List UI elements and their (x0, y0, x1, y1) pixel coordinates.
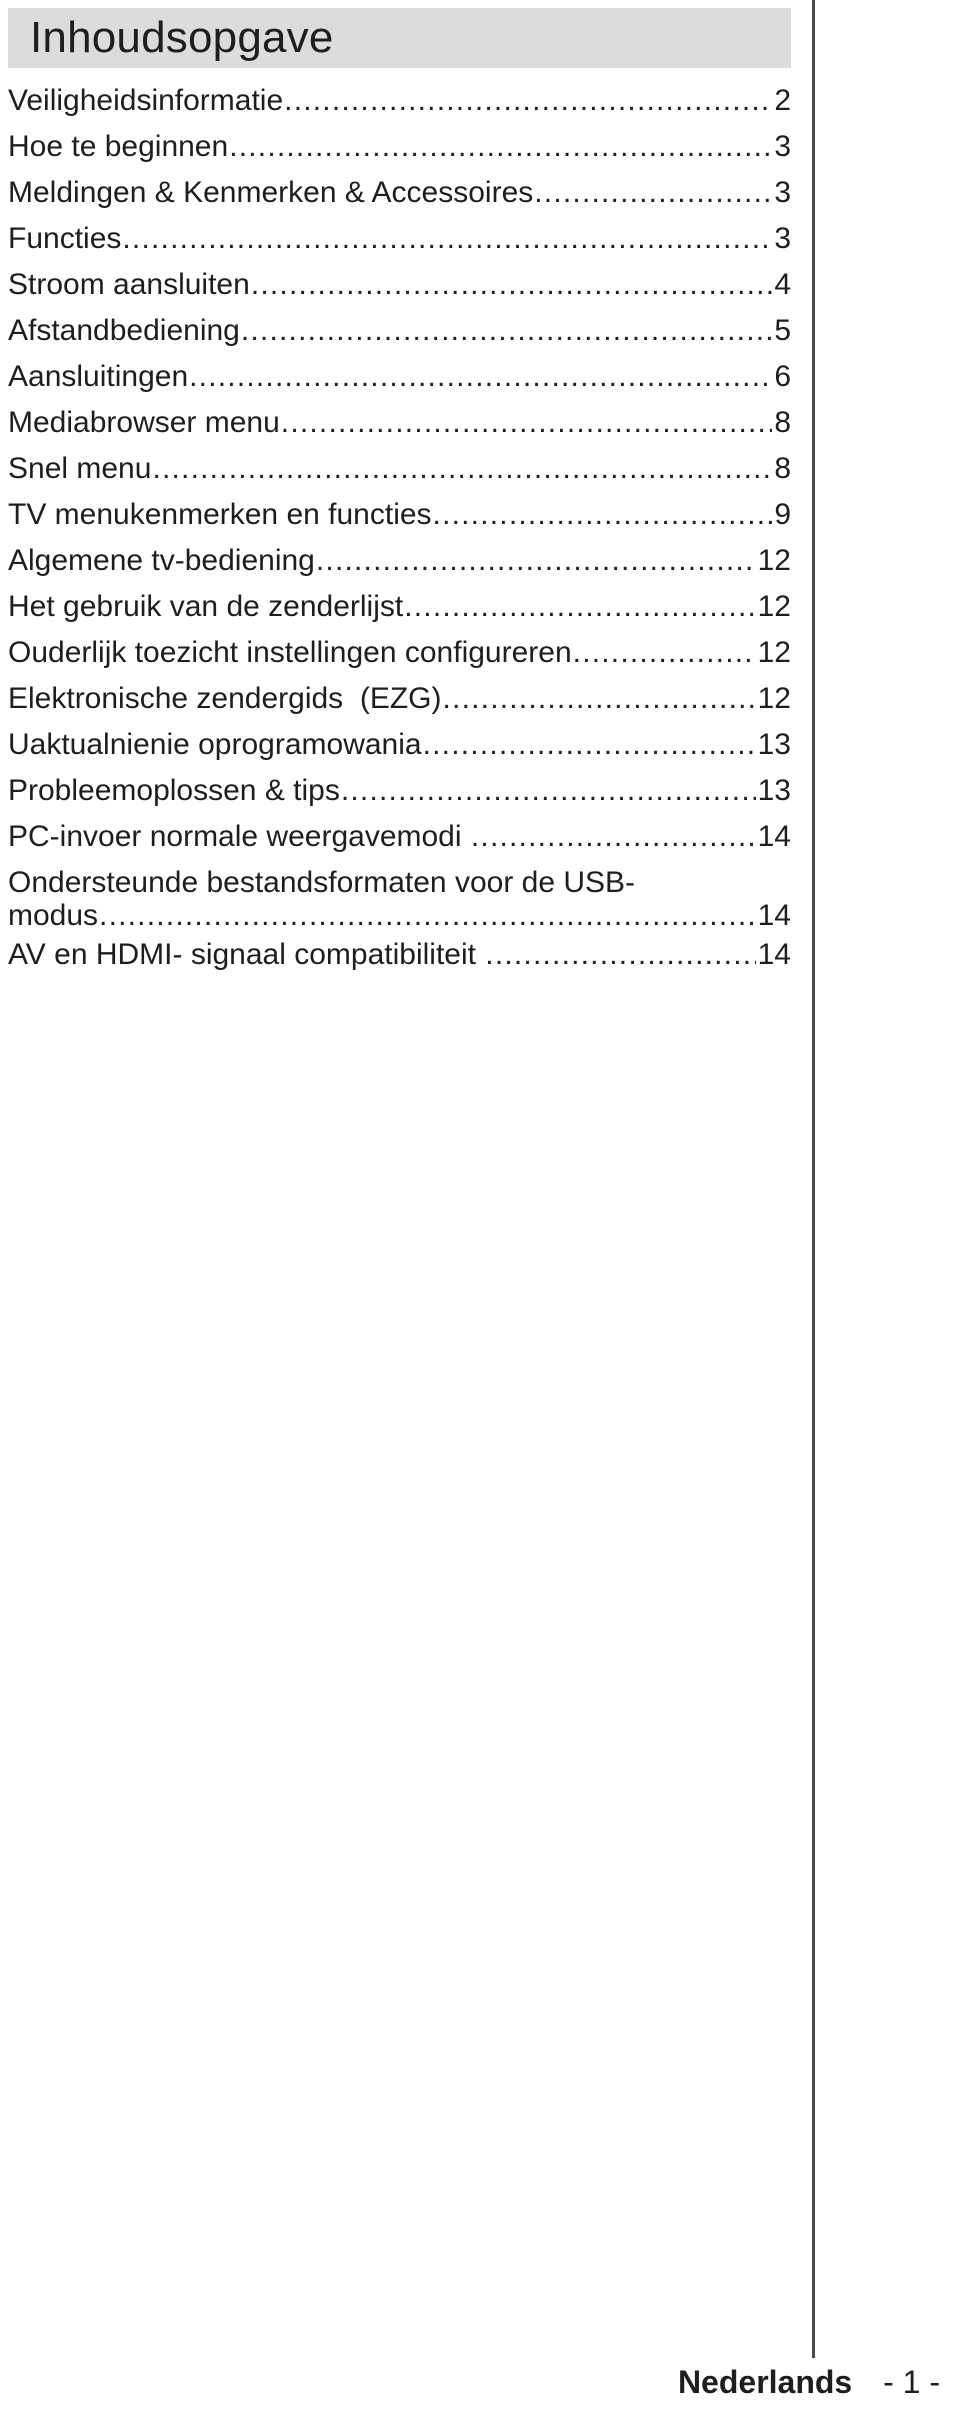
toc-entry-av-hdmi-compatibiliteit[interactable] (8, 932, 791, 978)
toc-leader-dots (284, 78, 772, 124)
toc-entry-meldingen[interactable] (8, 170, 791, 216)
toc-entry-label: AV en HDMI- signaal compatibiliteit (8, 938, 485, 971)
toc-entry-page: 9 (774, 498, 791, 531)
toc-entry-page: 12 (757, 636, 791, 669)
toc-entry-snel-menu[interactable] (8, 446, 791, 492)
toc-entry-page: 3 (774, 130, 791, 163)
toc-leader-dots (189, 354, 772, 400)
toc-leader-dots (229, 124, 772, 170)
toc-entry-functies[interactable] (8, 216, 791, 262)
toc-entry-line2 (8, 900, 791, 932)
toc-entry-page: 6 (774, 360, 791, 393)
toc-entry-label: Afstandbediening (8, 314, 240, 347)
page-footer (678, 2362, 940, 2402)
toc-entry-label: Aansluitingen (8, 360, 189, 393)
toc-entry-hoe-te-beginnen[interactable] (8, 124, 791, 170)
toc-entry-page: 4 (774, 268, 791, 301)
toc-leader-dots (251, 262, 773, 308)
column-divider (812, 0, 815, 2358)
toc-entry-page: 13 (757, 728, 791, 761)
toc-leader-dots (573, 630, 756, 676)
toc-entry-label: TV menukenmerken en functies (8, 498, 432, 531)
toc-entry-label: Hoe te beginnen (8, 130, 229, 163)
toc-entry-elektronische-zendergids[interactable] (8, 676, 791, 722)
toc-entry-label: Mediabrowser menu (8, 406, 280, 439)
toc-entry-uaktualnienie-oprogramowania[interactable] (8, 722, 791, 768)
toc-entry-label: Algemene tv-bediening (8, 544, 315, 577)
toc-entry-page: 8 (774, 452, 791, 485)
toc-entry-zenderlijst[interactable] (8, 584, 791, 630)
toc-entry-algemene-tv-bediening[interactable] (8, 538, 791, 584)
toc-entry-label: Functies (8, 222, 122, 255)
footer-language: Nederlands (677, 2364, 853, 2400)
toc-entry-page: 2 (774, 84, 791, 117)
toc-entry-label-line1: Ondersteunde bestandsformaten voor de USB- (8, 866, 636, 899)
toc-leader-dots (152, 446, 772, 492)
toc-entry-veiligheidsinformatie[interactable] (8, 78, 791, 124)
toc-entry-bestandsformaten-usb[interactable] (8, 866, 791, 932)
toc-leader-dots (316, 538, 756, 584)
toc-title: Inhoudsopgave (30, 13, 334, 62)
toc-leader-dots (99, 900, 756, 932)
toc-leader-dots (433, 492, 773, 538)
toc-entry-label: Probleemoplossen & tips (8, 774, 340, 807)
toc-entry-pc-invoer[interactable] (8, 814, 791, 860)
toc-entry-tv-menukenmerken[interactable] (8, 492, 791, 538)
toc-entry-page: 12 (757, 590, 791, 623)
toc-entry-label: Snel menu (8, 452, 152, 485)
toc-entry-page: 14 (757, 938, 791, 971)
toc-leader-dots (485, 932, 755, 978)
toc-entry-ouderlijk-toezicht[interactable] (8, 630, 791, 676)
toc-entry-stroom-aansluiten[interactable] (8, 262, 791, 308)
toc-entry-label: PC-invoer normale weergavemodi (8, 820, 470, 853)
toc-entry-label: Uaktualnienie oprogramowania (8, 728, 422, 761)
toc-leader-dots (471, 814, 756, 860)
toc-leader-dots (443, 676, 756, 722)
toc-leader-dots (404, 584, 755, 630)
toc-leader-dots (423, 722, 756, 768)
footer-page-number: - 1 - (883, 2364, 940, 2400)
toc-leader-dots (122, 216, 772, 262)
toc-entry-mediabrowser-menu[interactable] (8, 400, 791, 446)
toc-entry-aansluitingen[interactable] (8, 354, 791, 400)
toc-leader-dots (241, 308, 772, 354)
toc-entry-page: 8 (774, 406, 791, 439)
toc-entry-page: 14 (757, 899, 791, 932)
toc-leader-dots (281, 400, 773, 446)
toc-entry-page: 12 (757, 544, 791, 577)
toc-entry-label: Meldingen & Kenmerken & Accessoires (8, 176, 534, 209)
toc-entry-page: 12 (757, 682, 791, 715)
toc-leader-dots (534, 170, 772, 216)
toc-entry-page: 3 (774, 222, 791, 255)
toc-entry-probleemoplossen[interactable] (8, 768, 791, 814)
toc-entry-page: 13 (757, 774, 791, 807)
toc-leader-dots (341, 768, 756, 814)
toc-entry-label: Veiligheidsinformatie (8, 84, 284, 117)
toc-entry-label: Elektronische zendergids (EZG) (8, 682, 442, 715)
toc-entry-page: 3 (774, 176, 791, 209)
toc-entry-label: Het gebruik van de zenderlijst (8, 590, 404, 623)
toc-entry-afstandbediening[interactable] (8, 308, 791, 354)
toc-entry-page: 14 (757, 820, 791, 853)
toc-entry-label: Ouderlijk toezicht instellingen configureren (8, 636, 572, 669)
toc-list (8, 78, 791, 978)
toc-header-bar (8, 8, 791, 68)
toc-entry-page: 5 (774, 314, 791, 347)
toc-entry-label: Stroom aansluiten (8, 268, 250, 301)
toc-entry-label-line2: modus (8, 899, 99, 932)
